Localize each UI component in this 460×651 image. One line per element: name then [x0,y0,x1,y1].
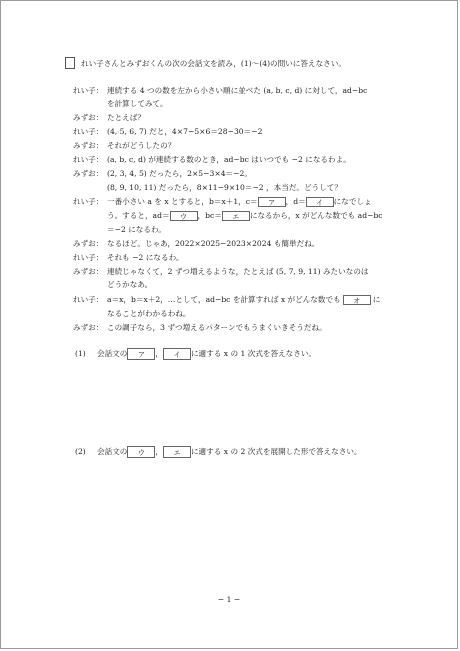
answer-box-u: ウ [170,211,198,221]
question-2: (2) 会話文の ウ ， エ に適する x の 2 次式を展開した形で答えなさい。 [75,447,362,457]
dialogue-line: れい子： a＝x，b＝x＋2，…として，ad−bc を計算すれば x がどんな数でも オ に [73,295,381,305]
question-box-i: イ [163,348,191,360]
dialogue-line: どうかなあ。 [107,280,153,289]
question-box-e: エ [163,446,191,458]
dialogue-line: を計算してみて。 [107,99,168,108]
answer-box-o: オ [343,295,371,305]
dialogue-line: れい子： (4, 5, 6, 7) だと，4×7−5×6＝28−30＝−2 [73,127,263,136]
dialogue-line: れい子： 一番小さい a を x とすると，b＝x＋1，c＝ ア ，d＝ イ になでしょ [73,197,372,207]
page-number: − 1 − [217,595,241,604]
dialogue-line: れい子： 連続する 4 つの数を左から小さい順に並べた (a, b, c, d) に対して，ad−bc [73,86,368,95]
dialogue-line: れい子： (a, b, c, d) が連続する数のとき，ad−bc はいつでも −2 になるわよ。 [73,155,351,164]
dialogue-line: みずお： この調子なら，3 ずつ増えるパターンでもうまくいきそうだね。 [73,323,327,332]
answer-box-a: ア [258,197,286,207]
intro-text: れい子さんとみずおくんの次の会話文を読み，(1)〜(4)の問いに答えなさい。 [81,59,346,68]
question-box-a: ア [127,348,155,360]
dialogue-line: れい子： それも −2 になるわ。 [73,253,184,262]
dialogue-line: みずお： それがどうしたの？ [73,141,176,150]
dialogue-line: みずお： たとえば？ [73,113,145,122]
question-box-u: ウ [127,446,155,458]
dialogue-line: (8, 9, 10, 11) だったら，8×11−9×10＝−2 ，本当だ。どうして？ [107,183,342,192]
dialogue-line: みずお： 連続じゃなくて，2 ずつ増えるような，たとえば (5, 7, 9, 11) みたいなのは [73,267,369,276]
dialogue-line: ＝−2 になるわ。 [107,225,166,234]
question-number-box [65,57,75,69]
answer-box-e: エ [222,211,250,221]
dialogue-line: なることがわかるわね。 [107,309,191,318]
dialogue-line: う。すると，ad＝ ウ ，bc＝ エ になるから，x がどんな数でも ad−bc [107,211,383,221]
dialogue-line: みずお： なるほど。じゃあ，2022×2025−2023×2024 も簡単だね。 [73,239,320,248]
question-1: (1) 会話文の ア ， イ に適する x の 1 次式を答えなさい。 [75,349,317,359]
answer-box-i: イ [306,197,334,207]
dialogue-line: みずお： (2, 3, 4, 5) だったら，2×5−3×4＝−2。 [73,169,252,178]
